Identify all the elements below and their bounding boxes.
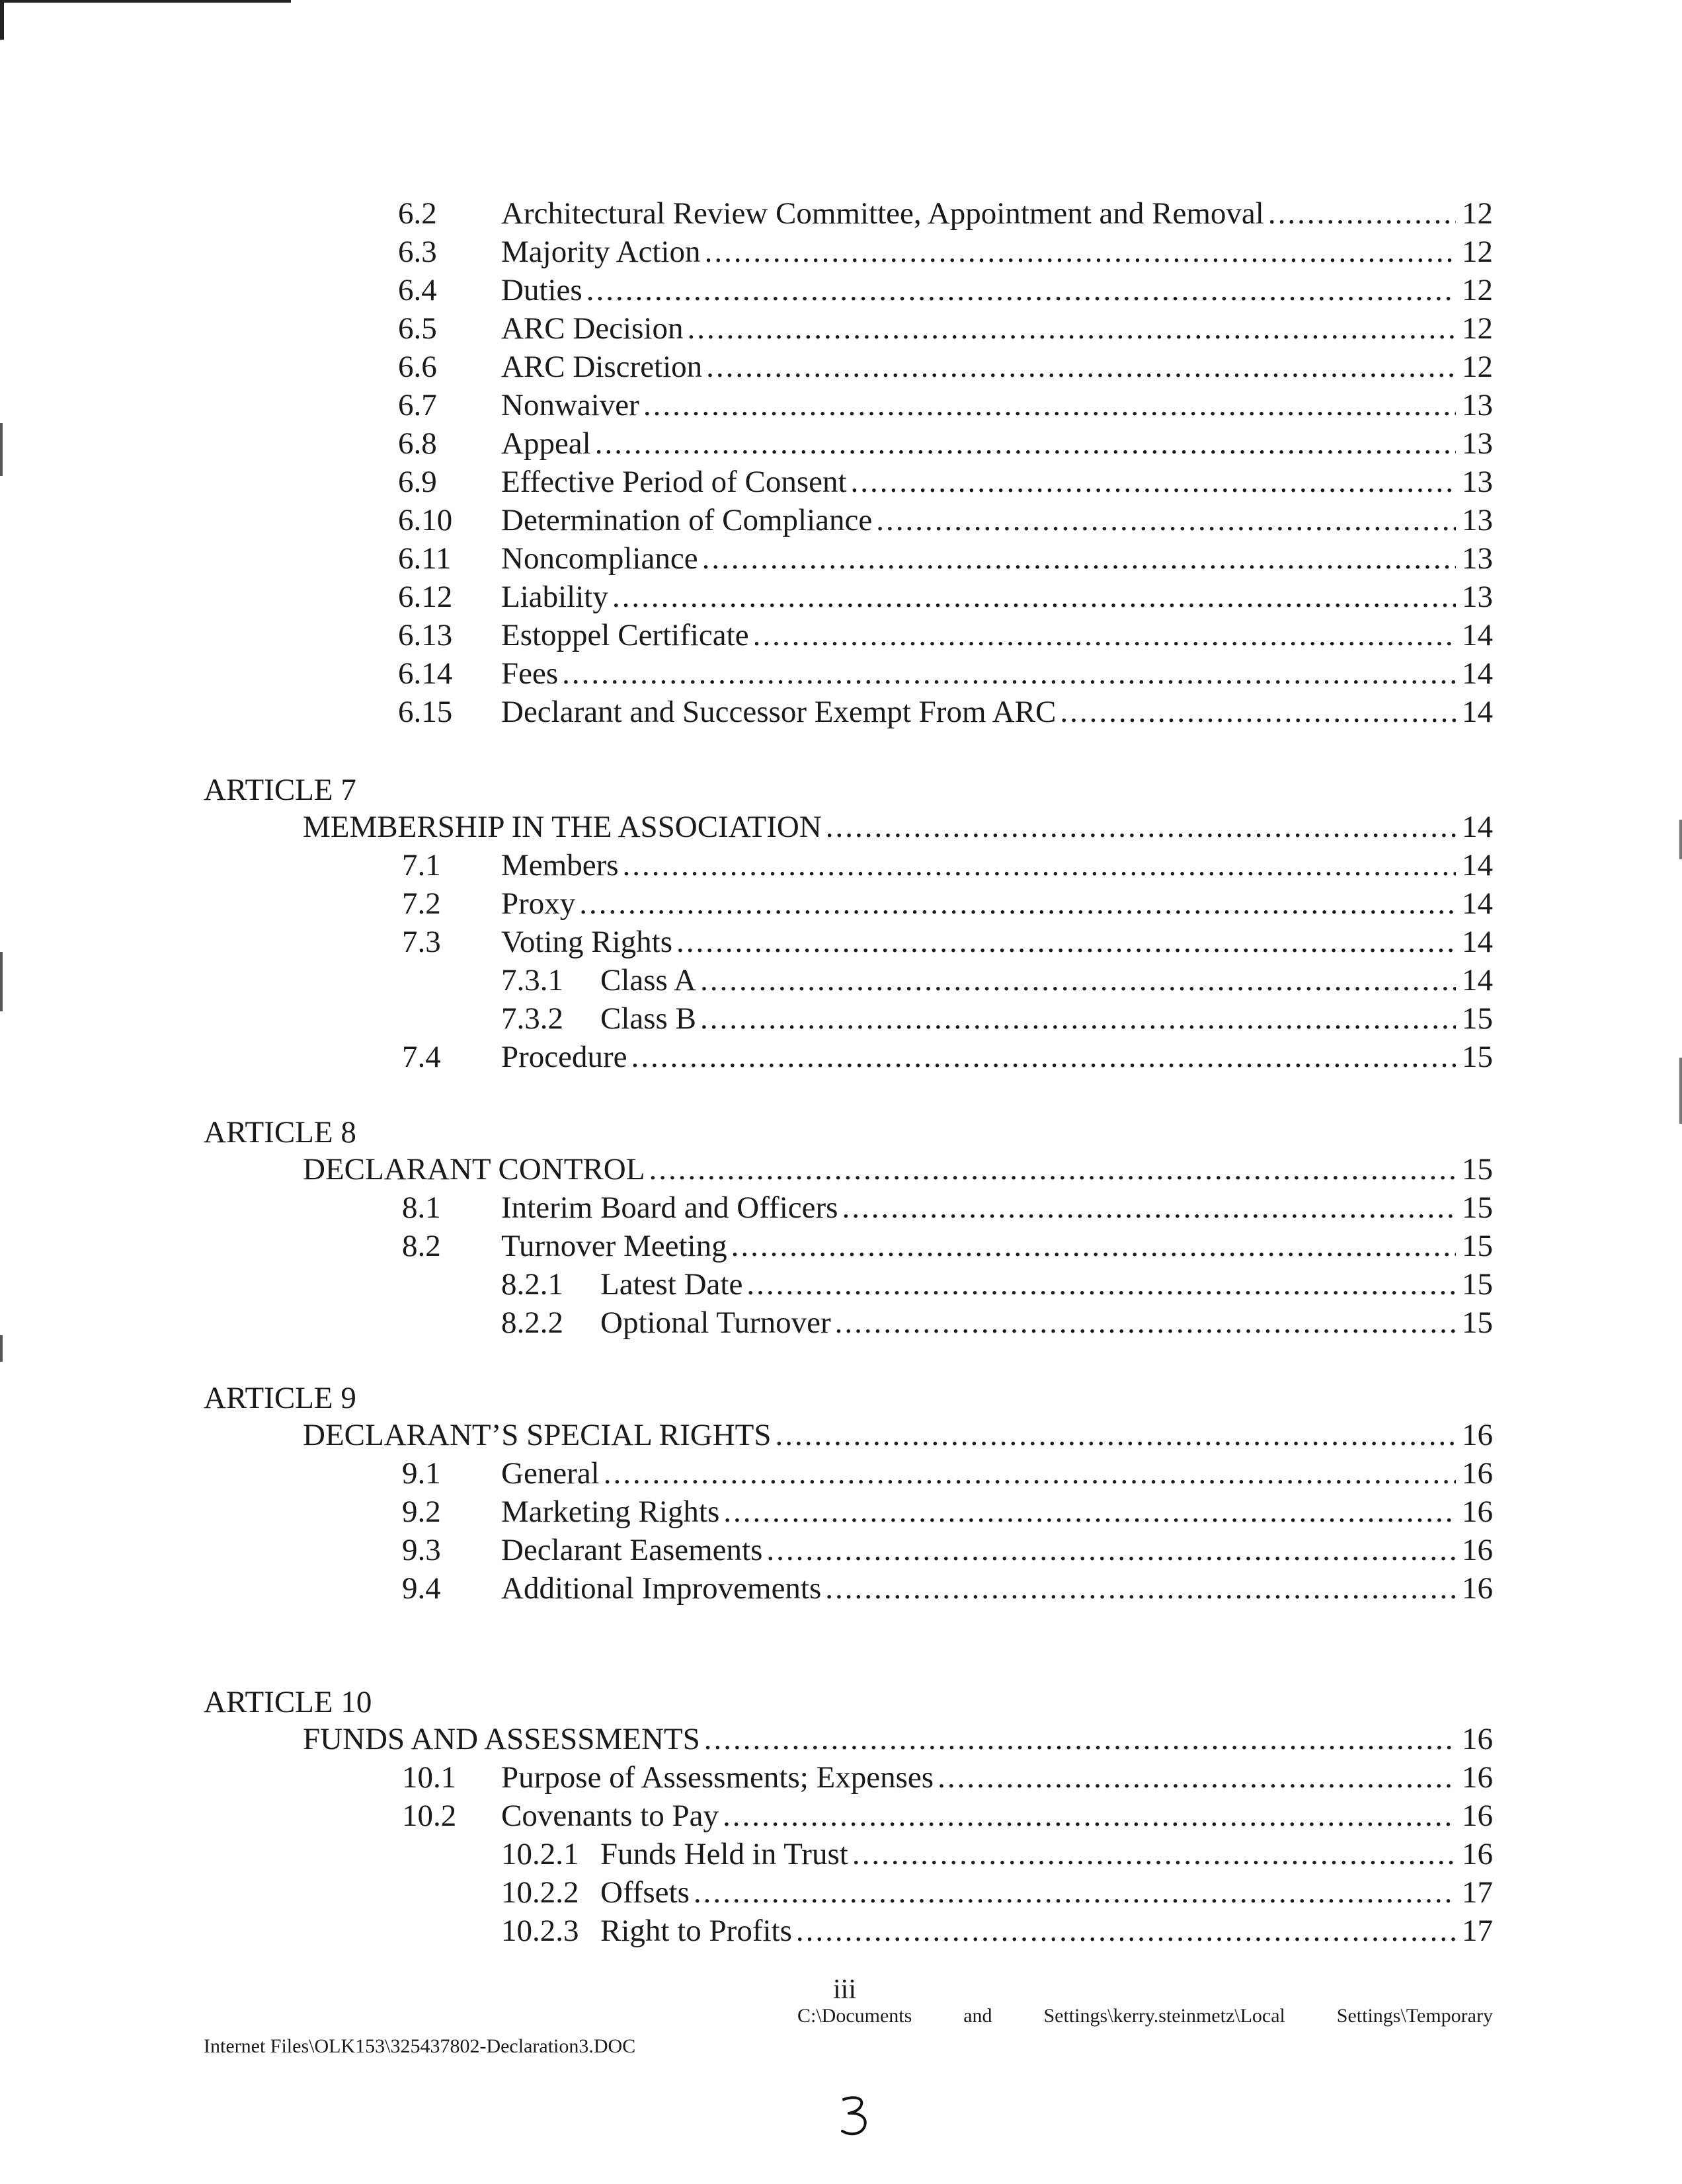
article-heading: MEMBERSHIP IN THE ASSOCIATION [303,810,822,844]
entry-page: 13 [1462,541,1493,576]
entry-page: 14 [1462,810,1493,844]
entry-leader [303,1416,1456,1454]
toc-entry [0,846,1682,884]
entry-title: Declarant Easements [501,1533,763,1567]
article-label: ARTICLE 10 [204,1685,372,1719]
article-label: ARTICLE 8 [204,1115,356,1150]
entry-number: 7.3 [402,925,441,959]
entry-leader [600,961,1456,999]
toc-entry [0,348,1682,386]
entry-number: 7.1 [402,848,441,882]
entry-title: Appeal [501,426,591,461]
entry-title: General [501,1456,600,1491]
toc-entry [0,424,1682,463]
entry-leader [501,1227,1456,1265]
toc-entry [0,501,1682,539]
entry-leader [501,1797,1456,1835]
entry-title: Marketing Rights [501,1495,720,1529]
entry-title: Right to Profits [600,1914,792,1948]
entry-title: Interim Board and Officers [501,1190,838,1225]
entry-title: Determination of Compliance [501,503,873,537]
entry-leader [501,884,1456,923]
entry-title: Purpose of Assessments; Expenses [501,1760,934,1795]
footer-path-word: and [963,2005,992,2027]
dot-leader [612,578,1456,616]
toc-entry [0,1493,1682,1531]
toc-entry [0,1758,1682,1797]
entry-page: 15 [1462,1190,1493,1225]
entry-page: 14 [1462,963,1493,997]
entry-leader [501,539,1456,578]
footer-path-word: C:\Documents [797,2005,912,2027]
entry-leader [600,1873,1456,1912]
toc-entry [0,233,1682,271]
toc-entry [0,309,1682,348]
dot-leader [842,1189,1456,1227]
entry-page: 15 [1462,1001,1493,1036]
toc-article-heading [0,1416,1682,1454]
toc-entry [0,1454,1682,1493]
toc-entry [0,1797,1682,1835]
entry-page: 13 [1462,503,1493,537]
toc-entry [0,1531,1682,1569]
entry-leader [600,1835,1456,1873]
dot-leader [938,1758,1456,1797]
entry-leader [501,1189,1456,1227]
dot-leader [595,424,1456,463]
entry-title: Nonwaiver [501,388,639,422]
toc-entry [0,271,1682,309]
entry-number: 6.11 [398,541,452,576]
entry-title: Declarant and Successor Exempt From ARC [501,695,1057,729]
entry-page: 12 [1462,235,1493,269]
entry-number: 6.12 [398,580,453,614]
entry-title: Fees [501,656,559,691]
entry-page: 16 [1462,1456,1493,1491]
entry-leader [600,1304,1456,1342]
entry-page: 14 [1462,886,1493,921]
entry-title: Majority Action [501,235,701,269]
entry-title: Estoppel Certificate [501,618,749,652]
entry-page: 16 [1462,1760,1493,1795]
dot-leader [746,1265,1456,1304]
entry-title: Turnover Meeting [501,1229,727,1263]
article-heading: FUNDS AND ASSESSMENTS [303,1722,700,1756]
toc-entry [0,1227,1682,1265]
toc-entry [0,578,1682,616]
entry-leader [303,1720,1456,1758]
page-folio: iii [833,1974,857,2005]
entry-title: ARC Discretion [501,350,703,384]
entry-title: Architectural Review Committee, Appointment and Removal [501,196,1264,231]
entry-title: Latest Date [600,1267,743,1302]
footer-path-word: Settings\kerry.steinmetz\Local [1043,2005,1285,2027]
entry-page: 15 [1462,1152,1493,1187]
entry-page: 13 [1462,465,1493,499]
entry-page: 16 [1462,1495,1493,1529]
toc-entry [0,1189,1682,1227]
entry-leader [501,233,1456,271]
entry-title: Offsets [600,1875,690,1910]
toc-subentry [0,1873,1682,1912]
entry-leader [501,1531,1456,1569]
dot-leader [700,999,1456,1038]
entry-leader [501,271,1456,309]
article-label: ARTICLE 9 [204,1381,356,1415]
entry-title: Voting Rights [501,925,673,959]
entry-page: 14 [1462,925,1493,959]
entry-number: 6.3 [398,235,437,269]
entry-number: 6.15 [398,695,453,729]
dot-leader [676,923,1456,961]
entry-number: 7.3.1 [501,963,563,997]
entry-page: 16 [1462,1799,1493,1833]
article-heading: DECLARANT’S SPECIAL RIGHTS [303,1418,772,1452]
toc-entry [0,463,1682,501]
entry-number: 9.2 [402,1495,441,1529]
dot-leader [586,271,1456,309]
entry-page: 12 [1462,273,1493,307]
entry-number: 8.2 [402,1229,441,1263]
entry-page: 15 [1462,1267,1493,1302]
entry-title: Effective Period of Consent [501,465,847,499]
footer-path-word: Settings\Temporary [1336,2005,1493,2027]
entry-number: 8.2.1 [501,1267,563,1302]
entry-leader [501,309,1456,348]
dot-leader [705,233,1456,271]
entry-title: Duties [501,273,582,307]
entry-number: 10.2.2 [501,1875,579,1910]
dot-leader [796,1912,1456,1950]
entry-number: 9.3 [402,1533,441,1567]
dot-leader [731,1227,1456,1265]
entry-page: 14 [1462,618,1493,652]
entry-leader [501,348,1456,386]
entry-number: 6.8 [398,426,437,461]
entry-number: 6.5 [398,311,437,346]
entry-title: Covenants to Pay [501,1799,719,1833]
dot-leader [687,309,1456,348]
dot-leader [852,1835,1456,1873]
entry-leader [501,424,1456,463]
entry-page: 16 [1462,1722,1493,1756]
entry-leader [501,693,1456,731]
toc-entry [0,386,1682,424]
toc-entry [0,616,1682,654]
handwritten-page-mark [834,2093,881,2139]
dot-leader [766,1531,1456,1569]
entry-leader [501,578,1456,616]
footer-file-path-continued: Internet Files\OLK153\325437802-Declaration3.DOC [204,2035,636,2057]
dot-leader [835,1304,1456,1342]
entry-number: 8.1 [402,1190,441,1225]
entry-number: 9.4 [402,1571,441,1606]
entry-leader [501,194,1456,233]
scan-edge-mark [0,0,291,3]
entry-number: 6.13 [398,618,453,652]
entry-page: 16 [1462,1533,1493,1567]
dot-leader [704,1720,1456,1758]
scan-corner-mark [0,0,4,40]
dot-leader [579,884,1456,923]
entry-page: 14 [1462,848,1493,882]
entry-page: 15 [1462,1040,1493,1074]
entry-page: 13 [1462,426,1493,461]
entry-page: 12 [1462,311,1493,346]
entry-title: Liability [501,580,608,614]
entry-number: 6.2 [398,196,437,231]
dot-leader [825,1569,1456,1608]
entry-page: 14 [1462,656,1493,691]
entry-leader [501,1758,1456,1797]
dot-leader [631,1038,1456,1076]
entry-number: 10.2.3 [501,1914,579,1948]
entry-leader [501,386,1456,424]
dot-leader [753,616,1456,654]
toc-subentry [0,961,1682,999]
toc-subentry [0,1835,1682,1873]
entry-number: 10.1 [402,1760,457,1795]
toc-entry [0,1569,1682,1608]
entry-number: 9.1 [402,1456,441,1491]
entry-leader [501,501,1456,539]
entry-leader [501,846,1456,884]
entry-number: 7.4 [402,1040,441,1074]
entry-leader [501,616,1456,654]
entry-title: ARC Decision [501,311,684,346]
entry-number: 6.14 [398,656,453,691]
dot-leader [702,539,1456,578]
entry-number: 8.2.2 [501,1306,563,1340]
entry-number: 10.2.1 [501,1837,579,1871]
entry-number: 6.6 [398,350,437,384]
dot-leader [776,1416,1456,1454]
dot-leader [723,1797,1456,1835]
entry-title: Class A [600,963,696,997]
toc-entry [0,693,1682,731]
entry-title: Optional Turnover [600,1306,831,1340]
toc-entry [0,194,1682,233]
entry-title: Proxy [501,886,576,921]
entry-leader [501,1569,1456,1608]
entry-number: 7.3.2 [501,1001,563,1036]
entry-number: 6.4 [398,273,437,307]
entry-page: 17 [1462,1914,1493,1948]
entry-leader [501,654,1456,693]
dot-leader [723,1493,1456,1531]
toc-entry [0,1038,1682,1076]
dot-leader [876,501,1456,539]
entry-number: 6.7 [398,388,437,422]
entry-page: 16 [1462,1418,1493,1452]
entry-page: 13 [1462,388,1493,422]
entry-title: Additional Improvements [501,1571,822,1606]
entry-page: 15 [1462,1306,1493,1340]
dot-leader [562,654,1456,693]
dot-leader [694,1873,1456,1912]
entry-page: 12 [1462,196,1493,231]
dot-leader [623,846,1456,884]
entry-page: 12 [1462,350,1493,384]
entry-leader [501,1038,1456,1076]
footer-file-path [797,2003,1493,2029]
entry-number: 6.9 [398,465,437,499]
toc-entry [0,539,1682,578]
dot-leader [700,961,1456,999]
entry-leader [501,923,1456,961]
article-label: ARTICLE 7 [204,773,356,807]
entry-number: 6.10 [398,503,453,537]
entry-leader [600,999,1456,1038]
toc-entry [0,884,1682,923]
entry-leader [600,1265,1456,1304]
entry-page: 16 [1462,1571,1493,1606]
entry-leader [303,1150,1456,1189]
toc-subentry [0,1304,1682,1342]
dot-leader [706,348,1456,386]
dot-leader [826,808,1456,846]
article-heading: DECLARANT CONTROL [303,1152,645,1187]
entry-page: 14 [1462,695,1493,729]
toc-article-heading [0,1720,1682,1758]
dot-leader [851,463,1456,501]
entry-leader [303,808,1456,846]
entry-leader [501,1454,1456,1493]
dot-leader [649,1150,1456,1189]
entry-title: Procedure [501,1040,627,1074]
entry-page: 16 [1462,1837,1493,1871]
toc-article-heading [0,808,1682,846]
dot-leader [643,386,1456,424]
entry-leader [501,463,1456,501]
entry-title: Members [501,848,619,882]
entry-number: 10.2 [402,1799,457,1833]
toc-subentry [0,999,1682,1038]
entry-number: 7.2 [402,886,441,921]
entry-title: Funds Held in Trust [600,1837,848,1871]
entry-page: 15 [1462,1229,1493,1263]
entry-leader [501,1493,1456,1531]
entry-page: 17 [1462,1875,1493,1910]
entry-page: 13 [1462,580,1493,614]
dot-leader [604,1454,1456,1493]
toc-subentry [0,1912,1682,1950]
toc-entry [0,654,1682,693]
toc-article-heading [0,1150,1682,1189]
entry-title: Noncompliance [501,541,698,576]
dot-leader [1060,693,1456,731]
entry-title: Class B [600,1001,696,1036]
toc-entry [0,923,1682,961]
toc-subentry [0,1265,1682,1304]
entry-leader [600,1912,1456,1950]
